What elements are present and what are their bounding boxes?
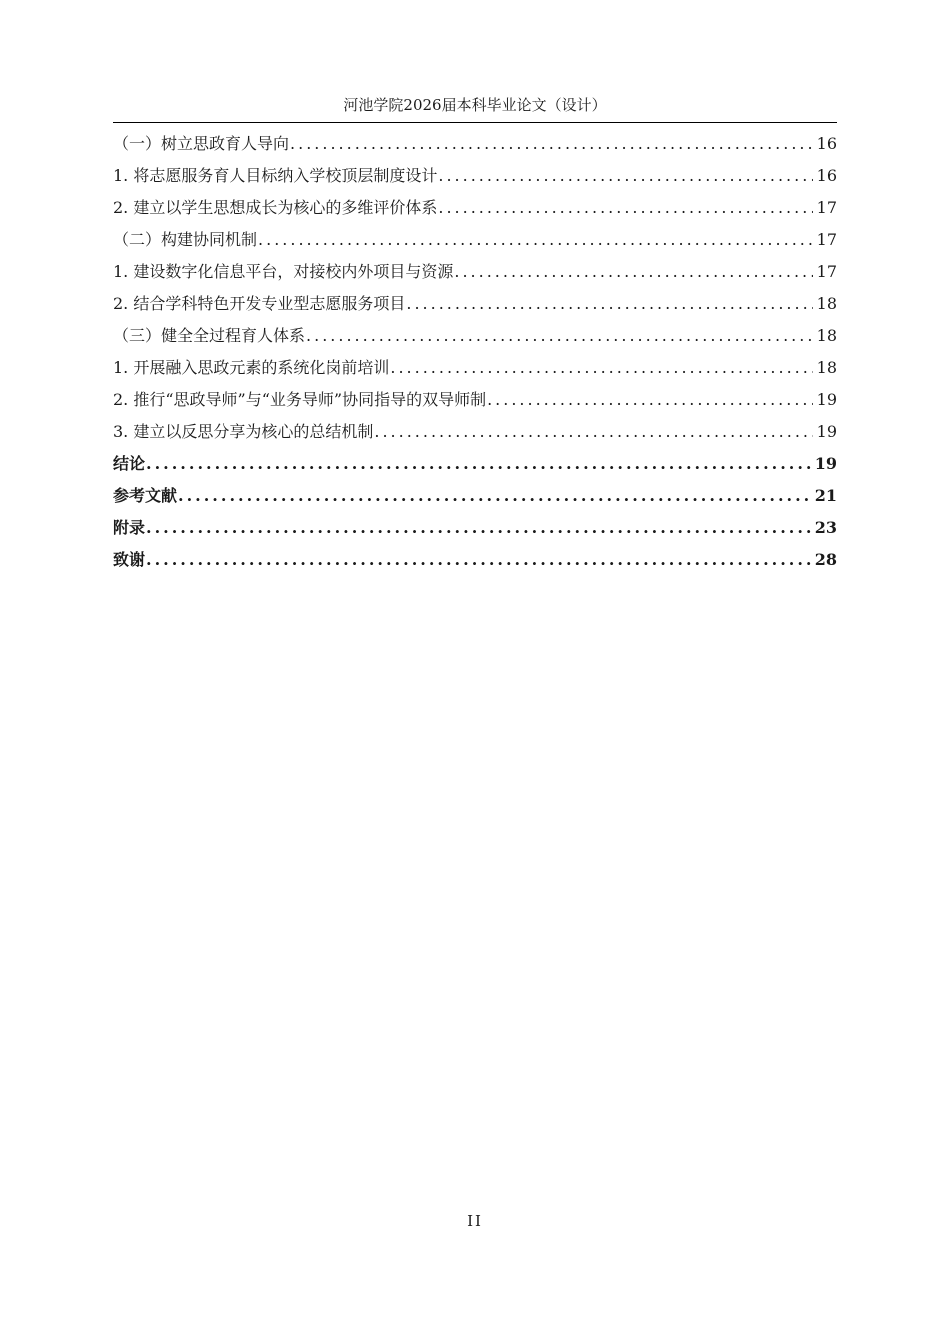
toc-entry[interactable]	[113, 224, 837, 256]
toc-leader-dots	[437, 160, 812, 192]
toc-entry-page: 19	[814, 454, 837, 473]
toc-entry-label: 1. 建设数字化信息平台，对接校内外项目与资源	[113, 262, 454, 281]
toc-leader-dots	[437, 192, 812, 224]
toc-entry-label: 结论	[113, 454, 146, 473]
toc-leader-dots	[145, 448, 811, 480]
header-title: 河池学院2026届本科毕业论文（设计）	[343, 96, 607, 114]
toc-entry-page: 16	[816, 134, 837, 153]
toc-entry-page: 19	[816, 390, 837, 409]
toc-entry-page: 18	[816, 358, 837, 377]
toc-entry-page: 19	[816, 422, 837, 441]
toc-entry-page: 23	[814, 518, 837, 537]
toc-entry-page: 17	[816, 230, 837, 249]
toc-entry-label: 2. 结合学科特色开发专业型志愿服务项目	[113, 294, 406, 313]
toc-leader-dots	[405, 288, 812, 320]
toc-entry[interactable]	[113, 352, 837, 384]
toc-entry[interactable]	[113, 256, 837, 288]
toc-entry-label: 3. 建立以反思分享为核心的总结机制	[113, 422, 374, 441]
toc-leader-dots	[453, 256, 812, 288]
toc-entry[interactable]	[113, 448, 837, 480]
toc-entry-label: 附录	[113, 518, 146, 537]
toc-leader-dots	[257, 224, 813, 256]
toc-entry-label: （二）构建协同机制	[113, 230, 258, 249]
toc-leader-dots	[373, 416, 812, 448]
toc-entry-label: （三）健全全过程育人体系	[113, 326, 306, 345]
toc-entry-label: 致谢	[113, 550, 146, 569]
toc-entry-label: 1. 将志愿服务育人目标纳入学校顶层制度设计	[113, 166, 438, 185]
toc-leader-dots	[289, 128, 813, 160]
toc-entry[interactable]	[113, 128, 837, 160]
toc-entry-page: 21	[814, 486, 837, 505]
toc-entry-page: 28	[814, 550, 837, 569]
toc-entry[interactable]	[113, 320, 837, 352]
toc-leader-dots	[177, 480, 811, 512]
toc-entry[interactable]	[113, 160, 837, 192]
toc-entry-label: （一）树立思政育人导向	[113, 134, 290, 153]
toc-entry[interactable]	[113, 192, 837, 224]
toc-entry[interactable]	[113, 512, 837, 544]
page-number: II	[467, 1212, 483, 1230]
toc-entry-page: 18	[816, 294, 837, 313]
toc-entry[interactable]	[113, 416, 837, 448]
toc-entry-page: 16	[816, 166, 837, 185]
toc-entry-label: 2. 建立以学生思想成长为核心的多维评价体系	[113, 198, 438, 217]
toc-entry-page: 17	[816, 198, 837, 217]
table-of-contents	[113, 128, 837, 576]
toc-entry[interactable]	[113, 288, 837, 320]
toc-leader-dots	[145, 544, 811, 576]
toc-leader-dots	[486, 384, 813, 416]
toc-entry-label: 1. 开展融入思政元素的系统化岗前培训	[113, 358, 390, 377]
page-header	[113, 93, 837, 123]
toc-entry[interactable]	[113, 384, 837, 416]
toc-entry[interactable]	[113, 544, 837, 576]
toc-entry-page: 17	[816, 262, 837, 281]
toc-entry[interactable]	[113, 480, 837, 512]
toc-leader-dots	[145, 512, 811, 544]
toc-entry-page: 18	[816, 326, 837, 345]
toc-entry-label: 参考文献	[113, 486, 178, 505]
toc-entry-label: 2. 推行“思政导师”与“业务导师”协同指导的双导师制	[113, 390, 487, 409]
toc-leader-dots	[305, 320, 813, 352]
toc-leader-dots	[389, 352, 812, 384]
